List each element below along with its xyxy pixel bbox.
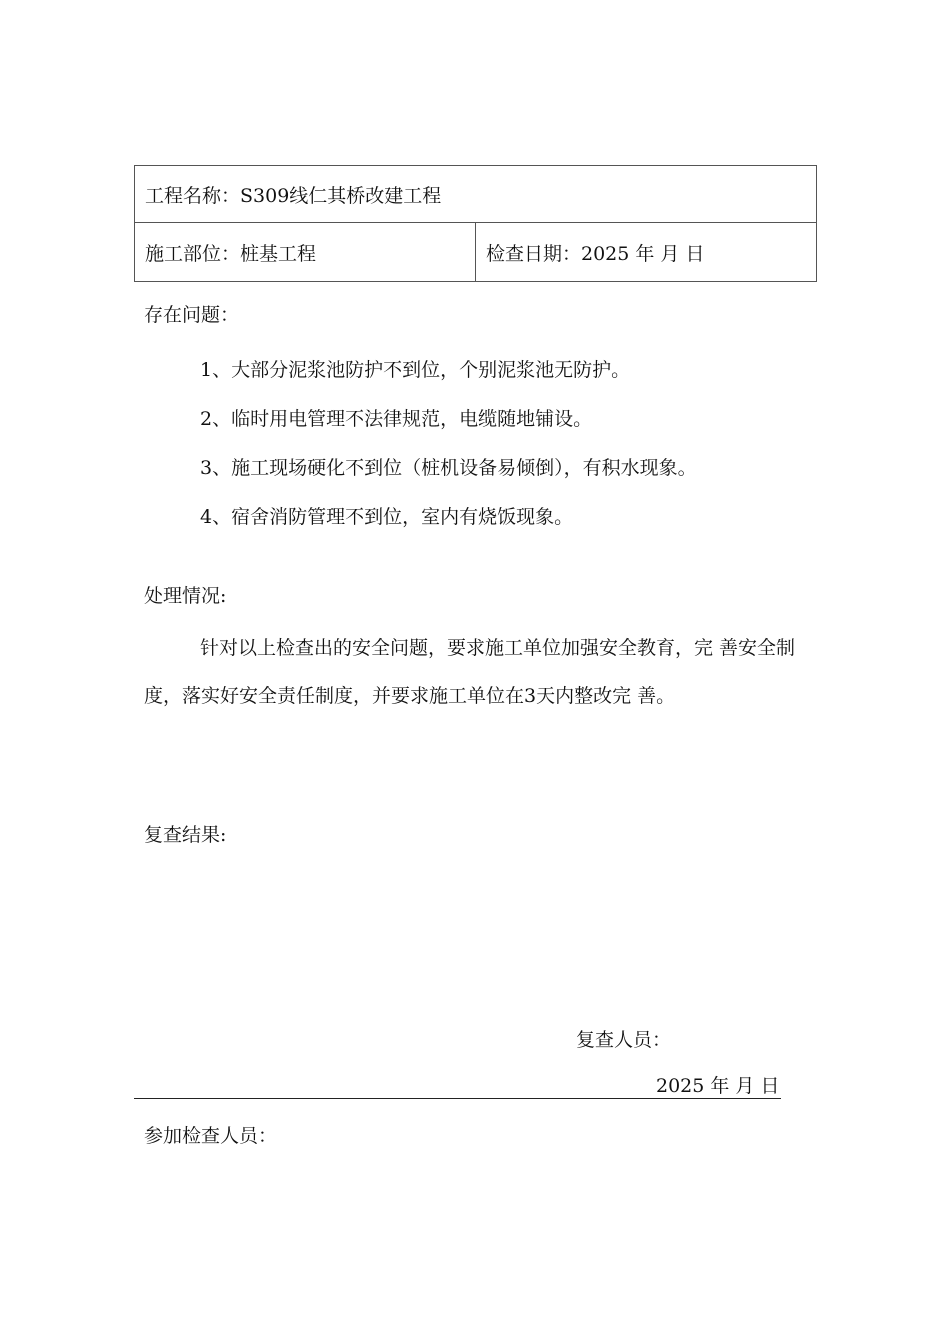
issue-item: 4、宿舍消防管理不到位，室内有烧饭现象。: [200, 506, 574, 528]
handling-text: 针对以上检查出的安全问题，要求施工单位加强安全教育，完 善安全制度，落实好安全责任制度，并要求施工单位在3天内整改完 善。: [144, 637, 796, 707]
signature-divider: [134, 1098, 781, 1099]
issue-item: 3、施工现场硬化不到位（桩机设备易倾倒），有积水现象。: [200, 457, 697, 479]
participants-label: 参加检查人员：: [144, 1125, 278, 1147]
construction-part-cell: 施工部位：桩基工程: [135, 223, 476, 282]
reviewer-label: 复查人员：: [576, 1029, 672, 1051]
inspection-date-cell: 检查日期：2025 年 月 日: [476, 223, 817, 282]
issue-item: 2、临时用电管理不法律规范，电缆随地铺设。: [200, 408, 593, 430]
issues-heading: 存在问题：: [144, 304, 240, 326]
project-name-cell: 工程名称：S309线仁其桥改建工程: [135, 166, 817, 223]
review-date: 2025 年 月 日: [656, 1075, 780, 1097]
header-table: [134, 165, 817, 282]
review-result-heading: 复查结果:: [144, 824, 227, 846]
handling-heading: 处理情况:: [144, 585, 227, 607]
issue-item: 1、大部分泥浆池防护不到位，个别泥浆池无防护。: [200, 359, 631, 381]
